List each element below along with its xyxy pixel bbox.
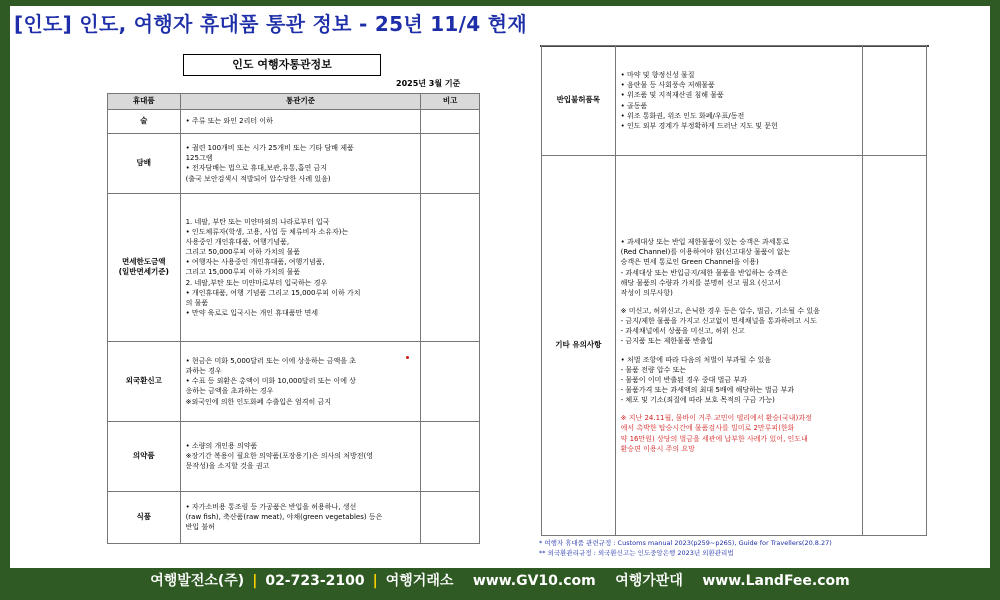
phone-number: 02-723-2100	[265, 573, 365, 589]
page-title: [인도] 인도, 여행자 휴대품 통관 정보 - 25년 11/4 현재	[14, 12, 527, 36]
criteria-line: • 처벌 조항에 따라 다음의 처벌이 부과될 수 있음	[620, 355, 772, 364]
criteria-line: 125그램	[185, 154, 213, 163]
table-row	[542, 156, 927, 536]
site-link-landfee[interactable]: www.LandFee.com	[702, 573, 850, 589]
criteria-line: 그리고 50,000루피 이하 가치의 물품	[185, 248, 301, 257]
criteria-line: ※ 미신고, 허위신고, 은닉한 경우 등은 압수, 벌금, 기소될 수 있음	[620, 307, 820, 315]
row-criteria	[180, 421, 421, 491]
criteria-line: - 과세대상 또는 반입금지/제한 물품을 반입하는 승객은	[620, 268, 788, 277]
header-criteria: 통관기준	[180, 94, 421, 110]
doc-title: 인도 여행자통관정보	[183, 54, 381, 76]
separator: |	[372, 573, 378, 589]
warning-line: ※ 지난 24.11월, 뭄바이 거주 교민이 델리에서 환승(국내)과정	[620, 414, 812, 423]
row-note	[863, 156, 927, 536]
bottom-banner	[0, 568, 1000, 600]
brand-name: 여행거래소	[385, 573, 454, 589]
criteria-line: • 골동품	[620, 101, 648, 110]
criteria-line: • 여행자는 사용중인 개인휴대품, 여행기념품,	[185, 258, 325, 267]
doc-date: 2025년 3월 기준	[396, 79, 461, 88]
row-note	[421, 421, 480, 491]
header-item: 휴대품	[108, 94, 181, 110]
row-category	[108, 133, 181, 193]
row-note	[863, 46, 927, 156]
criteria-line: 그리고 15,000루피 이하 가치의 물품	[185, 268, 301, 277]
category-label: 식품	[136, 511, 152, 521]
warning-line: 환승편 이용시 주의 요망	[620, 444, 695, 453]
category-label: 외국환신고	[125, 375, 162, 385]
criteria-line: - 과세채널에서 상품을 미신고, 허위 신고	[620, 327, 745, 336]
criteria-line: - 물품 전량 압수 또는	[620, 365, 687, 374]
footnote: * 여행자 휴대품 관련규정 : Customs manual 2023(p259~p265), Guide for Travellers(20.8.27)	[539, 539, 832, 547]
table-row	[108, 421, 480, 491]
category-label: 기타 유의사항	[555, 340, 602, 350]
table-row	[108, 133, 480, 193]
criteria-line: - 금지품 또는 제한물품 반출입	[620, 337, 714, 346]
criteria-line: • 전자담배는 법으로 휴대,보관,유통,흡연 금지	[185, 164, 327, 173]
row-criteria	[615, 46, 863, 156]
row-criteria	[180, 109, 421, 133]
footnotes	[539, 538, 832, 559]
criteria-line: • 소량의 개인용 의약품	[185, 442, 258, 451]
row-criteria	[615, 156, 863, 536]
separator: |	[252, 573, 258, 589]
criteria-line: 1. 네팔, 부탄 또는 미얀마외의 나라로부터 입국	[185, 217, 330, 226]
row-criteria	[180, 491, 421, 543]
criteria-line: • 마약 및 향정신성 물질	[620, 71, 695, 80]
row-note	[421, 341, 480, 421]
warning-line: 에서 촉박한 탑승시간에 물품검사를 빌미로 2만루피(한화	[620, 424, 795, 433]
right-table	[541, 45, 927, 536]
table-row	[542, 46, 927, 156]
category-label: 면세한도금액	[122, 256, 166, 266]
criteria-line: ※외국인에 의한 인도화폐 수출입은 엄격히 금지	[185, 397, 332, 406]
criteria-line: • 궐련 100개비 또는 시가 25개비 또는 기타 담배 제품	[185, 144, 354, 153]
criteria-line: 반입 불허	[185, 523, 215, 532]
criteria-line: • 인도체류자(학생, 고용, 사업 등 체류비자 소유자)는	[185, 227, 349, 236]
criteria-line: - 체포 및 기소(죄질에 따라 보호 목적의 구금 가능)	[620, 396, 775, 405]
row-category	[108, 109, 181, 133]
criteria-line: • 자가소비용 통조림 등 가공품은 반입을 허용하나, 생선	[185, 503, 357, 512]
category-label: 담배	[136, 157, 152, 167]
row-note	[421, 491, 480, 543]
category-label: 반입불허품목	[556, 95, 601, 105]
row-category	[108, 341, 181, 421]
criteria-line: • 음란물 등 사회풍속 저해물품	[620, 81, 715, 90]
row-category	[542, 46, 616, 156]
criteria-line	[621, 347, 858, 355]
spacer	[621, 405, 858, 413]
table-row	[108, 491, 480, 543]
criteria-line: - 물품이 이미 반출된 경우 중대 벌금 부과	[620, 375, 747, 384]
criteria-line: - 금지/제한 물품을 가지고 신고없이 면세채널을 통과하려고 시도	[620, 317, 817, 326]
row-note	[421, 193, 480, 341]
row-criteria	[180, 133, 421, 193]
criteria-line: 응하는 금액을 초과하는 경우	[185, 387, 274, 396]
criteria-line: • 주류 또는 와인 2리터 이하	[185, 117, 273, 126]
criteria-line: • 인도 외부 경계가 부정확하게 드러난 지도 및 문헌	[620, 121, 778, 130]
criteria-line	[621, 298, 858, 306]
table-row	[108, 109, 480, 133]
criteria-line: • 과세대상 또는 반입 제한물품이 있는 승객은 과세통로	[620, 238, 790, 247]
criteria-line: 의 물품	[185, 298, 209, 307]
row-note	[421, 109, 480, 133]
category-label: 술	[140, 115, 148, 125]
criteria-line: 2. 네팔,부탄 또는 미얀마로부터 입국하는 경우	[185, 278, 328, 287]
criteria-line: (Red Channel)를 이용하여야 함(신고대상 물품이 없는	[620, 248, 791, 257]
row-criteria	[180, 341, 421, 421]
criteria-line: (출국 보안검색시 적발되어 압수당한 사례 있음)	[185, 174, 331, 183]
row-note	[421, 133, 480, 193]
left-table	[107, 93, 480, 544]
criteria-line: 승객은 면세 통로인 Green Channel을 이용)	[620, 258, 759, 267]
table-row	[108, 193, 480, 341]
warning-line: 약 16만원) 상당의 벌금을 세관에 납부한 사례가 있어, 인도내	[620, 434, 808, 443]
header-note: 비고	[421, 94, 480, 110]
footnote: ** 외국환관리규정 : 외국환신고는 인도중앙은행 2023년 외환관리법	[539, 549, 734, 558]
criteria-line: • 위조품 및 지적재산권 침해 물품	[620, 91, 724, 100]
category-label: (일반면세기준)	[118, 267, 169, 277]
criteria-line: • 수표 등 외환은 총액이 미화 10,000달러 또는 이에 상	[185, 377, 356, 386]
criteria-line: 사용중인 개인휴대품, 여행기념품,	[185, 237, 290, 246]
criteria-line: 작성이 의무사항)	[620, 288, 673, 297]
row-category	[108, 421, 181, 491]
criteria-line: ※장기간 복용이 필요한 의약품(포장용기)은 의사의 처방전(영	[185, 452, 374, 461]
criteria-line: 과하는 경우	[185, 367, 222, 376]
criteria-line: • 현금은 미화 5,000달러 또는 이에 상응하는 금액을 초	[185, 357, 357, 366]
company-name: 여행발전소(주)	[150, 573, 245, 589]
criteria-line: (raw fish), 축산품(raw meat), 야채(green vegetables) 등은	[185, 513, 383, 522]
row-category	[542, 156, 616, 536]
red-dot-mark	[406, 356, 409, 359]
criteria-line: • 만약 육로로 입국시는 개인 휴대품만 면세	[185, 308, 319, 317]
criteria-line: 문작성)을 소지할 것을 권고	[185, 462, 270, 471]
criteria-line: • 위조 통화권, 위조 인도 화폐/우표/동전	[620, 111, 745, 120]
category-label: 의약품	[132, 450, 155, 460]
brand-label-2: 여행가판대	[615, 573, 683, 589]
row-criteria	[180, 193, 421, 341]
table-row	[108, 341, 480, 421]
criteria-line: - 물품가격 또는 과세액의 최대 5배에 해당하는 벌금 부과	[620, 385, 795, 394]
criteria-line: • 개인휴대품, 여행 기념품 그리고 15,000루피 이하 가치	[185, 288, 361, 297]
row-category	[108, 193, 181, 341]
site-link-gv10[interactable]: www.GV10.com	[472, 573, 596, 589]
criteria-line: 해당 물품의 수량과 가치를 분명히 신고 필요 (신고서	[620, 278, 781, 287]
row-category	[108, 491, 181, 543]
